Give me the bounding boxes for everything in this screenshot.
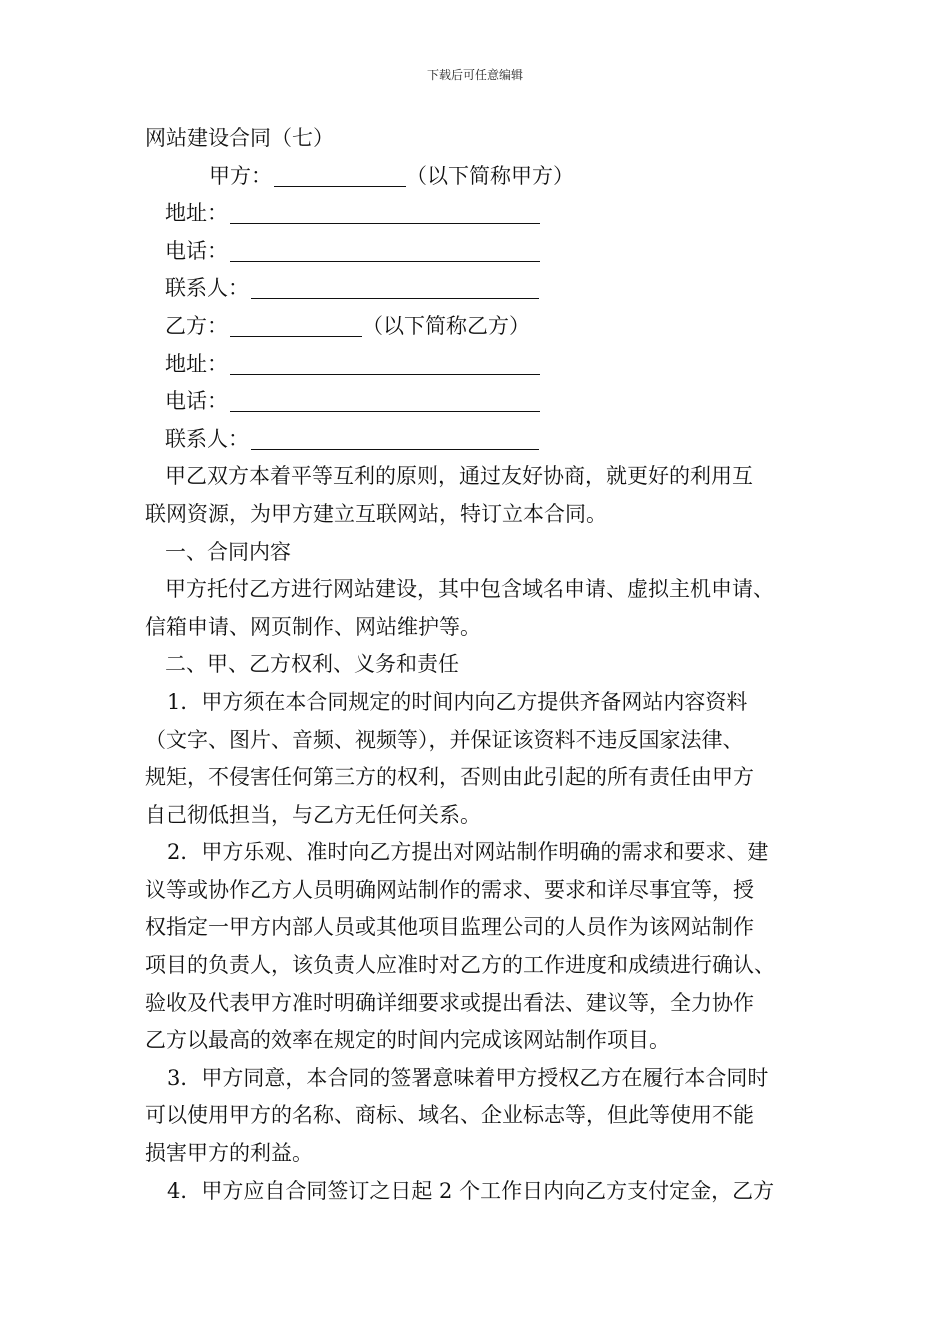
party-b-address-line <box>145 346 835 384</box>
body-line: 议等或协作乙方人员明确网站制作的需求、要求和详尽事宜等，授 <box>145 877 754 902</box>
page-header: 下载后可任意编辑 <box>426 68 523 82</box>
party-b-line <box>145 308 835 346</box>
body-line: 乙方以最高的效率在规定的时间内完成该网站制作项目。 <box>145 1028 670 1053</box>
party-a-contact-label: 联系人： <box>165 276 249 301</box>
party-a-line <box>145 158 835 196</box>
body-line: 规矩，不侵害任何第三方的权利，否则由此引起的所有责任由甲方 <box>145 765 754 790</box>
party-a-phone-line <box>145 233 835 271</box>
body-line: （文字、图片、音频、视频等），并保证该资料不违反国家法律、 <box>145 727 744 752</box>
party-a-suffix: （以下简称甲方） <box>406 163 574 188</box>
party-b-contact-line <box>145 421 835 459</box>
party-a-blank <box>274 162 406 187</box>
section-heading: 一、合同内容 <box>165 539 291 564</box>
section-heading: 二、甲、乙方权利、义务和责任 <box>165 652 459 677</box>
body-line: 甲乙双方本着平等互利的原则，通过友好协商，就更好的利用互 <box>165 464 753 489</box>
party-a-address-blank <box>230 199 540 224</box>
body-line: 自己彻低担当，与乙方无任何关系。 <box>145 802 481 827</box>
party-b-phone-line <box>145 383 835 421</box>
party-b-label: 乙方： <box>165 313 228 338</box>
party-a-phone-label: 电话： <box>165 238 228 263</box>
party-b-address-blank <box>230 350 540 375</box>
party-b-contact-label: 联系人： <box>165 426 249 451</box>
party-b-contact-blank <box>251 425 539 450</box>
body-line: 信箱申请、网页制作、网站维护等。 <box>145 614 481 639</box>
body-line: 验收及代表甲方准时明确详细要求或提出看法、建议等，全力协作 <box>145 990 754 1015</box>
clause-line: 3．甲方同意，本合同的签署意味着甲方授权乙方在履行本合同时 <box>167 1065 769 1090</box>
party-b-phone-blank <box>230 387 540 412</box>
party-a-address-line <box>145 195 835 233</box>
body-line: 甲方托付乙方进行网站建设，其中包含域名申请、虚拟主机申请、 <box>165 577 774 602</box>
body-line: 权指定一甲方内部人员或其他项目监理公司的人员作为该网站制作 <box>145 915 754 940</box>
party-b-suffix: （以下简称乙方） <box>362 313 530 338</box>
clause-line: 4．甲方应自合同签订之日起 2 个工作日内向乙方支付定金，乙方 <box>167 1178 775 1203</box>
party-a-phone-blank <box>230 237 540 262</box>
party-a-contact-line <box>145 270 835 308</box>
body-line: 项目的负责人，该负责人应准时对乙方的工作进度和成绩进行确认、 <box>145 953 775 978</box>
party-b-phone-label: 电话： <box>165 389 228 414</box>
party-a-address-label: 地址： <box>165 201 228 226</box>
party-a-label: 甲方： <box>209 163 272 188</box>
body-line: 联网资源，为甲方建立互联网站，特订立本合同。 <box>145 501 607 526</box>
clause-line: 1．甲方须在本合同规定的时间内向乙方提供齐备网站内容资料 <box>167 689 748 714</box>
party-b-blank <box>230 312 362 337</box>
contract-title: 网站建设合同（七） <box>145 126 334 150</box>
body-line: 损害甲方的利益。 <box>145 1141 313 1166</box>
party-a-contact-blank <box>251 274 539 299</box>
contract-document <box>145 120 835 1210</box>
party-b-address-label: 地址： <box>165 351 228 376</box>
clause-line: 2．甲方乐观、准时向乙方提出对网站制作明确的需求和要求、建 <box>167 840 769 865</box>
body-line: 可以使用甲方的名称、商标、域名、企业标志等，但此等使用不能 <box>145 1103 754 1128</box>
